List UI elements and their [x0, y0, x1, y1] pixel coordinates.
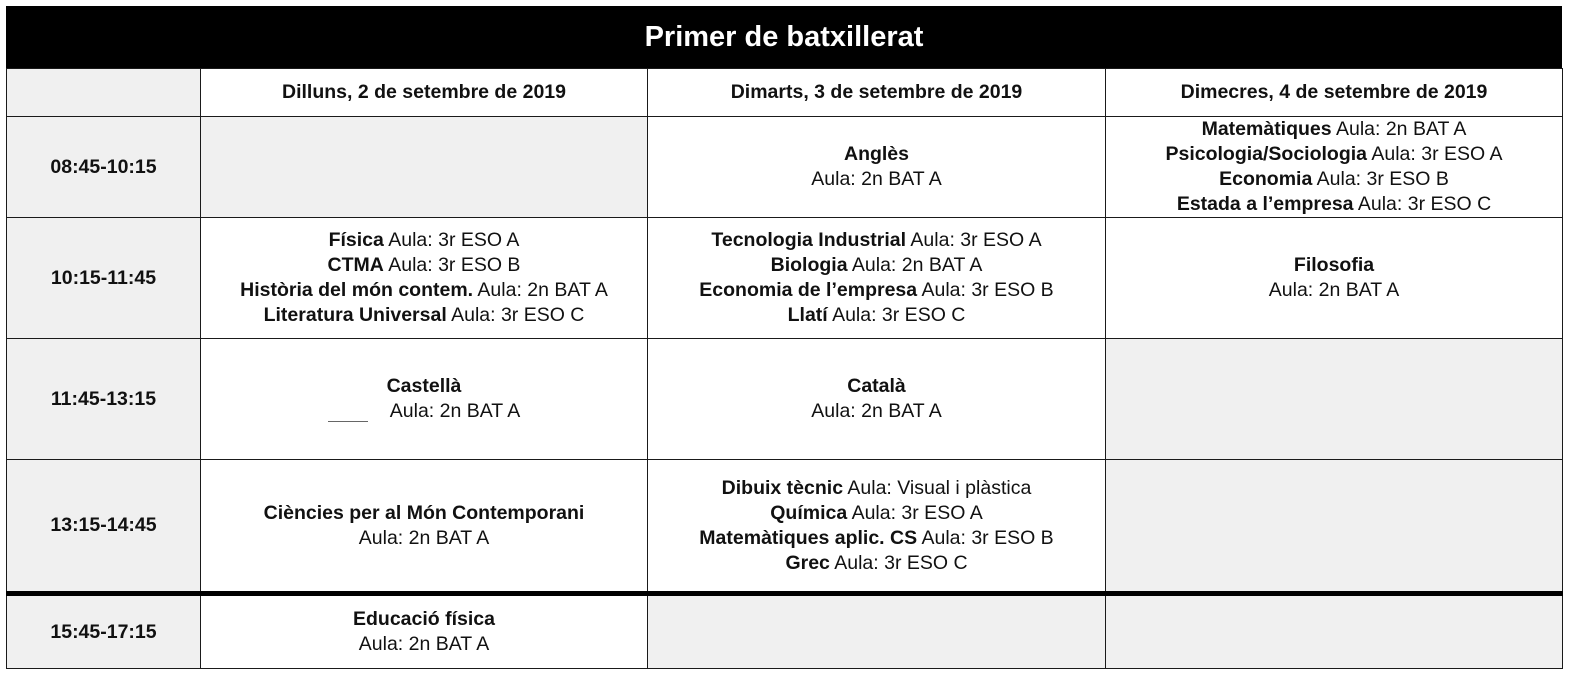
class-cell — [201, 339, 648, 460]
class-entry — [648, 228, 1105, 253]
class-entry — [648, 374, 1105, 424]
subject-name: Educació física — [353, 608, 495, 630]
class-cell — [648, 117, 1106, 218]
class-entry — [201, 374, 647, 424]
room-label: Aula: 2n BAT A — [389, 400, 521, 422]
class-cell — [201, 460, 648, 594]
slot-row — [7, 460, 1563, 594]
class-entry — [1106, 253, 1562, 303]
class-entry — [1106, 167, 1562, 192]
time-slot: 13:15-14:45 — [7, 460, 201, 594]
subject-name: Dibuix tècnic — [721, 476, 844, 499]
subject-name: Llatí — [787, 304, 828, 326]
room-label: Aula: 3r ESO C — [834, 551, 968, 574]
room-label: Aula: 3r ESO A — [910, 229, 1042, 251]
class-cell — [201, 594, 648, 669]
subject-name: Economia de l’empresa — [699, 279, 918, 301]
class-cell — [648, 339, 1106, 460]
subject-name: Física — [328, 229, 384, 251]
class-entry — [648, 501, 1105, 526]
day-header: Dimecres, 4 de setembre de 2019 — [1106, 69, 1563, 117]
room-label: Aula: Visual i plàstica — [847, 476, 1032, 499]
class-entry — [648, 303, 1105, 328]
class-entry — [1106, 142, 1562, 167]
class-cell — [1106, 218, 1563, 339]
subject-name: Economia — [1219, 168, 1313, 190]
subject-name: Ciències per al Món Contemporani — [263, 501, 585, 524]
schedule-table — [6, 68, 1563, 669]
schedule-sheet — [6, 6, 1562, 669]
subject-name: Psicologia/Sociologia — [1165, 143, 1368, 165]
room-label: Aula: 2n BAT A — [477, 279, 608, 301]
slot-row — [7, 594, 1563, 669]
subject-name: Biologia — [770, 254, 848, 276]
room-label: Aula: 3r ESO B — [921, 526, 1054, 549]
room-label: Aula: 3r ESO B — [388, 254, 521, 276]
class-entry — [1106, 192, 1562, 217]
room-label: Aula: 3r ESO B — [1316, 168, 1449, 190]
class-entry — [648, 551, 1105, 576]
subject-name: Literatura Universal — [263, 304, 447, 326]
room-label: Aula: 2n BAT A — [1268, 279, 1400, 301]
room-label: Aula: 2n BAT A — [851, 254, 983, 276]
room-label: Aula: 3r ESO C — [832, 304, 966, 326]
empty-cell — [648, 594, 1106, 669]
class-entry — [648, 476, 1105, 501]
empty-cell — [1106, 594, 1563, 669]
room-label: Aula: 3r ESO A — [1371, 143, 1503, 165]
room-label: Aula: 3r ESO C — [451, 304, 585, 326]
room-label: Aula: 2n BAT A — [811, 400, 942, 422]
room-label: Aula: 3r ESO A — [388, 229, 520, 251]
empty-cell — [201, 117, 648, 218]
subject-name: Estada a l’empresa — [1176, 193, 1354, 215]
subject-name: Matemàtiques — [1201, 118, 1332, 140]
subject-name: Castellà — [386, 375, 462, 397]
class-entry — [648, 526, 1105, 551]
empty-cell — [1106, 339, 1563, 460]
blank-underline — [328, 407, 368, 422]
slot-row — [7, 339, 1563, 460]
subject-name: Matemàtiques aplic. CS — [699, 526, 918, 549]
class-cell — [201, 218, 648, 339]
class-entry — [648, 142, 1105, 192]
time-slot: 15:45-17:15 — [7, 594, 201, 669]
time-slot: 11:45-13:15 — [7, 339, 201, 460]
subject-name: Grec — [785, 551, 830, 574]
class-cell — [1106, 117, 1563, 218]
class-entry — [201, 607, 647, 657]
empty-cell — [1106, 460, 1563, 594]
subject-name: Història del món contem. — [240, 279, 474, 301]
subject-name: Català — [847, 375, 906, 397]
room-label: Aula: 2n BAT A — [811, 168, 942, 190]
class-entry — [201, 303, 647, 328]
room-label: Aula: 3r ESO C — [1357, 193, 1492, 215]
subject-name: Química — [770, 501, 848, 524]
time-slot: 08:45-10:15 — [7, 117, 201, 218]
subject-name: CTMA — [327, 254, 384, 276]
subject-name: Tecnologia Industrial — [711, 229, 907, 251]
day-header: Dilluns, 2 de setembre de 2019 — [201, 69, 648, 117]
room-label: Aula: 3r ESO B — [921, 279, 1054, 301]
class-cell — [648, 460, 1106, 594]
class-entry — [201, 228, 647, 253]
time-slot: 10:15-11:45 — [7, 218, 201, 339]
day-header: Dimarts, 3 de setembre de 2019 — [648, 69, 1106, 117]
class-entry — [201, 501, 647, 551]
header-row — [7, 69, 1563, 117]
room-label: Aula: 2n BAT A — [358, 526, 490, 549]
slot-row — [7, 218, 1563, 339]
class-entry — [648, 278, 1105, 303]
subject-name: Anglès — [843, 143, 909, 165]
corner-cell — [7, 69, 201, 117]
slot-row — [7, 117, 1563, 218]
class-entry — [201, 278, 647, 303]
class-cell — [648, 218, 1106, 339]
class-entry — [201, 253, 647, 278]
schedule-title: Primer de batxillerat — [6, 6, 1562, 68]
class-entry — [1106, 117, 1562, 142]
class-entry — [648, 253, 1105, 278]
room-label: Aula: 2n BAT A — [1335, 118, 1467, 140]
room-label: Aula: 3r ESO A — [851, 501, 983, 524]
subject-name: Filosofia — [1293, 254, 1375, 276]
room-label: Aula: 2n BAT A — [358, 633, 490, 655]
